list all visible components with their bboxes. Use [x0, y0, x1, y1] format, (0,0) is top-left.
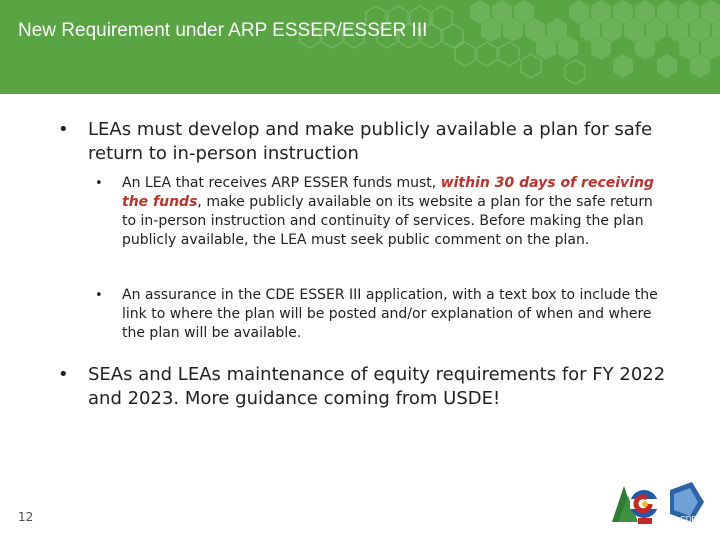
slide-title: New Requirement under ARP ESSER/ESSER III	[18, 20, 428, 41]
cde-logo	[670, 482, 704, 524]
cde-logo-text: CDE	[680, 515, 697, 524]
bullet-item: SEAs and LEAs maintenance of equity requirements for FY 2022 and 2023. More guidance coming from USDE!	[88, 364, 666, 409]
page-number: 12	[18, 510, 34, 524]
sub-bullet-marker: •	[95, 288, 103, 303]
colorado-state-logo	[612, 486, 658, 524]
sub-bullet-item	[122, 174, 662, 250]
sub-bullet-text: An LEA that receives ARP ESSER funds must,	[122, 175, 441, 191]
sub-bullet-item: An assurance in the CDE ESSER III application, with a text box to include the link to where the plan will be posted and/or explanation of when and where the plan will be available.	[122, 287, 658, 341]
deadline-emphasis: within 30 days of receiving the funds	[122, 175, 654, 210]
sub-bullet-text: , make publicly available on its website a plan for the safe return to in-person instruction and continuity of services. Before making the plan publicly available, the LEA must seek public comment on the plan.	[122, 194, 653, 248]
bullet-item: LEAs must develop and make publicly available a plan for safe return to in-person instruction	[88, 119, 653, 164]
bullet-marker: •	[58, 364, 69, 385]
footer-logos	[610, 478, 710, 528]
bullet-marker: •	[58, 119, 69, 140]
sub-bullet-marker: •	[95, 176, 103, 191]
